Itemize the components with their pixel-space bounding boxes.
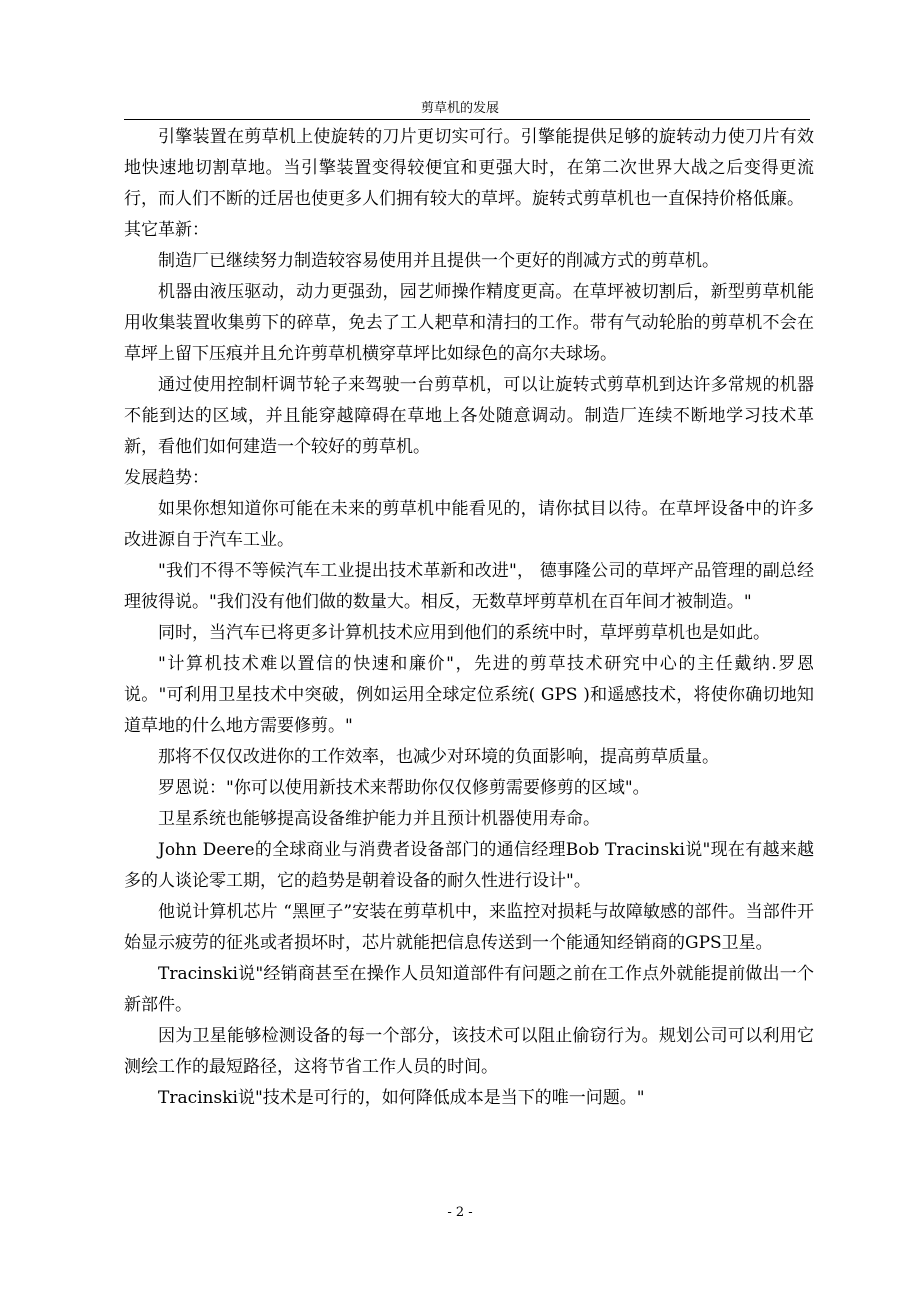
paragraph: 通过使用控制杆调节轮子来驾驶一台剪草机，可以让旋转式剪草机到达许多常规的机器不能到达的区域，并且能穿越障碍在草地上各处随意调动。制造厂连续不断地学习技术革新，看他们如何建造一个较好的剪草机。 [124, 375, 814, 457]
page-number: - 2 - [447, 1205, 473, 1220]
paragraph: 同时，当汽车已将更多计算机技术应用到他们的系统中时，草坪剪草机也是如此。 [158, 623, 770, 643]
paragraph: 因为卫星能够检测设备的每一个部分，该技术可以阻止偷窃行为。规划公司可以利用它测绘工作的最短路径，这将节省工作人员的时间。 [124, 1026, 814, 1077]
paragraph: John Deere的全球商业与消费者设备部门的通信经理Bob Tracinski说"现在有越来越多的人谈论零工期，它的趋势是朝着设备的耐久性进行设计"。 [124, 840, 814, 891]
paragraph: Tracinski说"技术是可行的，如何降低成本是当下的唯一问题。" [158, 1088, 645, 1108]
body-text [124, 122, 814, 1114]
paragraph: "我们不得不等候汽车工业提出技术革新和改进"， 德事隆公司的草坪产品管理的副总经理彼得说。"我们没有他们做的数量大。相反，无数草坪剪草机在百年间才被制造。" [124, 561, 814, 612]
paragraph: Tracinski说"经销商甚至在操作人员知道部件有问题之前在工作点外就能提前做出一个新部件。 [124, 964, 814, 1015]
section-heading: 其它革新： [124, 220, 209, 240]
paragraph: 如果你想知道你可能在未来的剪草机中能看见的，请你拭目以待。在草坪设备中的许多改进源自于汽车工业。 [124, 499, 814, 550]
running-header: 剪草机的发展 [420, 101, 499, 116]
paragraph: 引擎装置在剪草机上使旋转的刀片更切实可行。引擎能提供足够的旋转动力使刀片有效地快速地切割草地。当引擎装置变得较便宜和更强大时，在第二次世界大战之后变得更流行，而人们不断的迁居也使更多人们拥有较大的草坪。旋转式剪草机也一直保持价格低廉。 [124, 127, 814, 209]
paragraph: 他说计算机芯片 “黑匣子”安装在剪草机中，来监控对损耗与故障敏感的部件。当部件开始显示疲劳的征兆或者损坏时，芯片就能把信息传送到一个能通知经销商的GPS卫星。 [124, 902, 814, 953]
paragraph: 那将不仅仅改进你的工作效率，也减少对环境的负面影响，提高剪草质量。 [158, 747, 719, 767]
paragraph: 机器由液压驱动，动力更强劲，园艺师操作精度更高。在草坪被切割后，新型剪草机能用收集装置收集剪下的碎草，免去了工人耙草和清扫的工作。带有气动轮胎的剪草机不会在草坪上留下压痕并且允许剪草机横穿草坪比如绿色的高尔夫球场。 [124, 282, 814, 364]
section-heading: 发展趋势： [124, 468, 209, 488]
paragraph: 制造厂已继续努力制造较容易使用并且提供一个更好的削减方式的剪草机。 [158, 251, 719, 271]
paragraph: 卫星系统也能够提高设备维护能力并且预计机器使用寿命。 [158, 809, 600, 829]
paragraph: "计算机技术难以置信的快速和廉价"，先进的剪草技术研究中心的主任戴纳.罗恩说。"可利用卫星技术中突破，例如运用全球定位系统( GPS )和遥感技术，将使你确切地知道草地的什么地方需要修剪。" [124, 654, 814, 736]
paragraph: 罗恩说："你可以使用新技术来帮助你仅仅修剪需要修剪的区域"。 [158, 778, 650, 798]
header-rule [124, 119, 810, 120]
